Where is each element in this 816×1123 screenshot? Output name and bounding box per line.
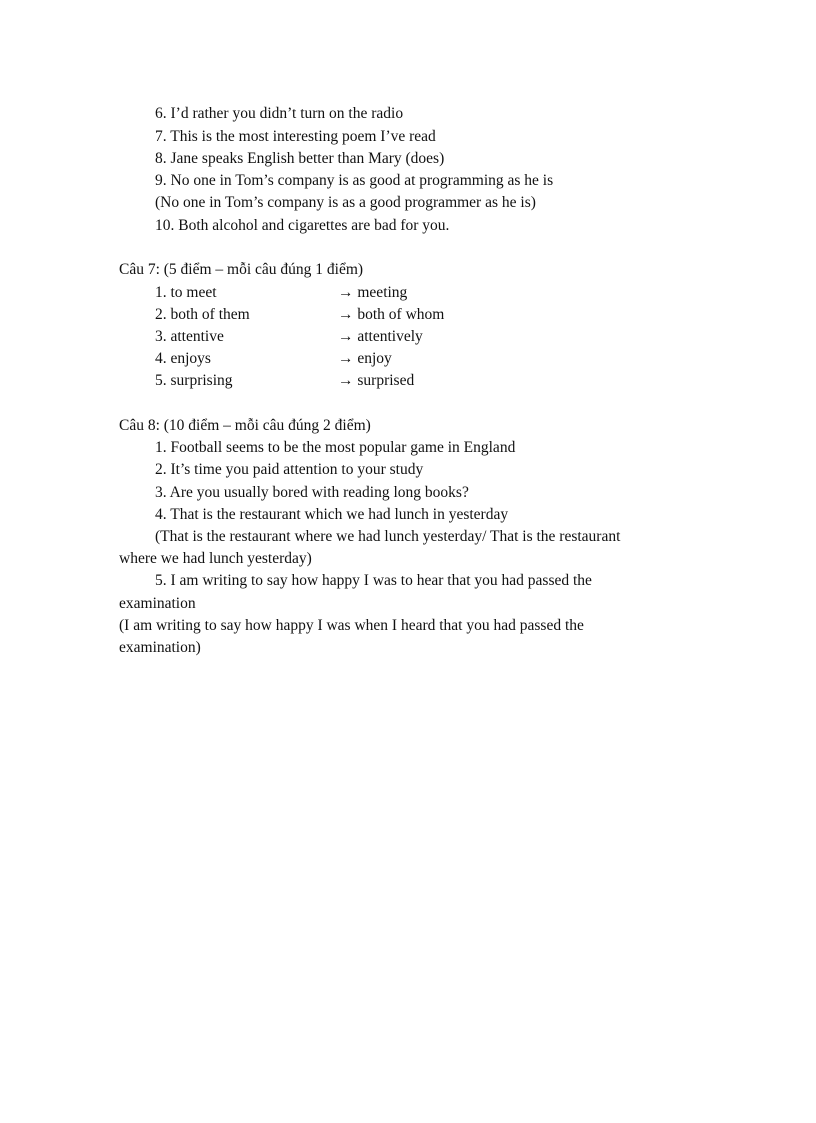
correction-fixed: → enjoy [338, 350, 392, 367]
answer-alternative-continued: where we had lunch yesterday) [119, 550, 312, 567]
correction-original: 5. surprising [155, 372, 233, 389]
correction-fixed: → surprised [338, 372, 415, 389]
arrow-icon: → [338, 328, 354, 345]
arrow-icon: → [338, 350, 354, 367]
answer-item: 5. I am writing to say how happy I was to hear that you had passed the [155, 572, 592, 589]
answer-item: 9. No one in Tom’s company is as good at programming as he is [155, 172, 554, 189]
section-heading: Câu 8: (10 điểm – mỗi câu đúng 2 điểm) [119, 417, 371, 434]
correction-fixed: → both of whom [338, 306, 445, 323]
answer-item: 6. I’d rather you didn’t turn on the radio [155, 105, 404, 122]
answer-item: 8. Jane speaks English better than Mary (does) [155, 150, 445, 167]
answer-item-continued: examination [119, 595, 196, 612]
correction-original: 1. to meet [155, 284, 217, 301]
section-heading: Câu 7: (5 điểm – mỗi câu đúng 1 điểm) [119, 261, 364, 278]
correction-fixed: → meeting [338, 284, 408, 301]
answer-alternative: (I am writing to say how happy I was when I heard that you had passed the [119, 617, 584, 634]
answer-alternative-continued: examination) [119, 639, 201, 656]
answer-alternative: (No one in Tom’s company is as a good programmer as he is) [155, 194, 536, 211]
arrow-icon: → [338, 372, 354, 389]
correction-original: 3. attentive [155, 328, 224, 345]
arrow-icon: → [338, 284, 354, 301]
answer-item: 1. Football seems to be the most popular game in England [155, 439, 516, 456]
answer-item: 7. This is the most interesting poem I’ve read [155, 128, 436, 145]
answer-item: 2. It’s time you paid attention to your study [155, 461, 424, 478]
answer-alternative: (That is the restaurant where we had lunch yesterday/ That is the restaurant [155, 528, 621, 545]
answer-item: 4. That is the restaurant which we had lunch in yesterday [155, 506, 509, 523]
answer-item: 10. Both alcohol and cigarettes are bad for you. [155, 217, 450, 234]
correction-original: 4. enjoys [155, 350, 211, 367]
correction-fixed: → attentively [338, 328, 423, 345]
arrow-icon: → [338, 306, 354, 323]
answer-item: 3. Are you usually bored with reading long books? [155, 484, 469, 501]
correction-original: 2. both of them [155, 306, 250, 323]
